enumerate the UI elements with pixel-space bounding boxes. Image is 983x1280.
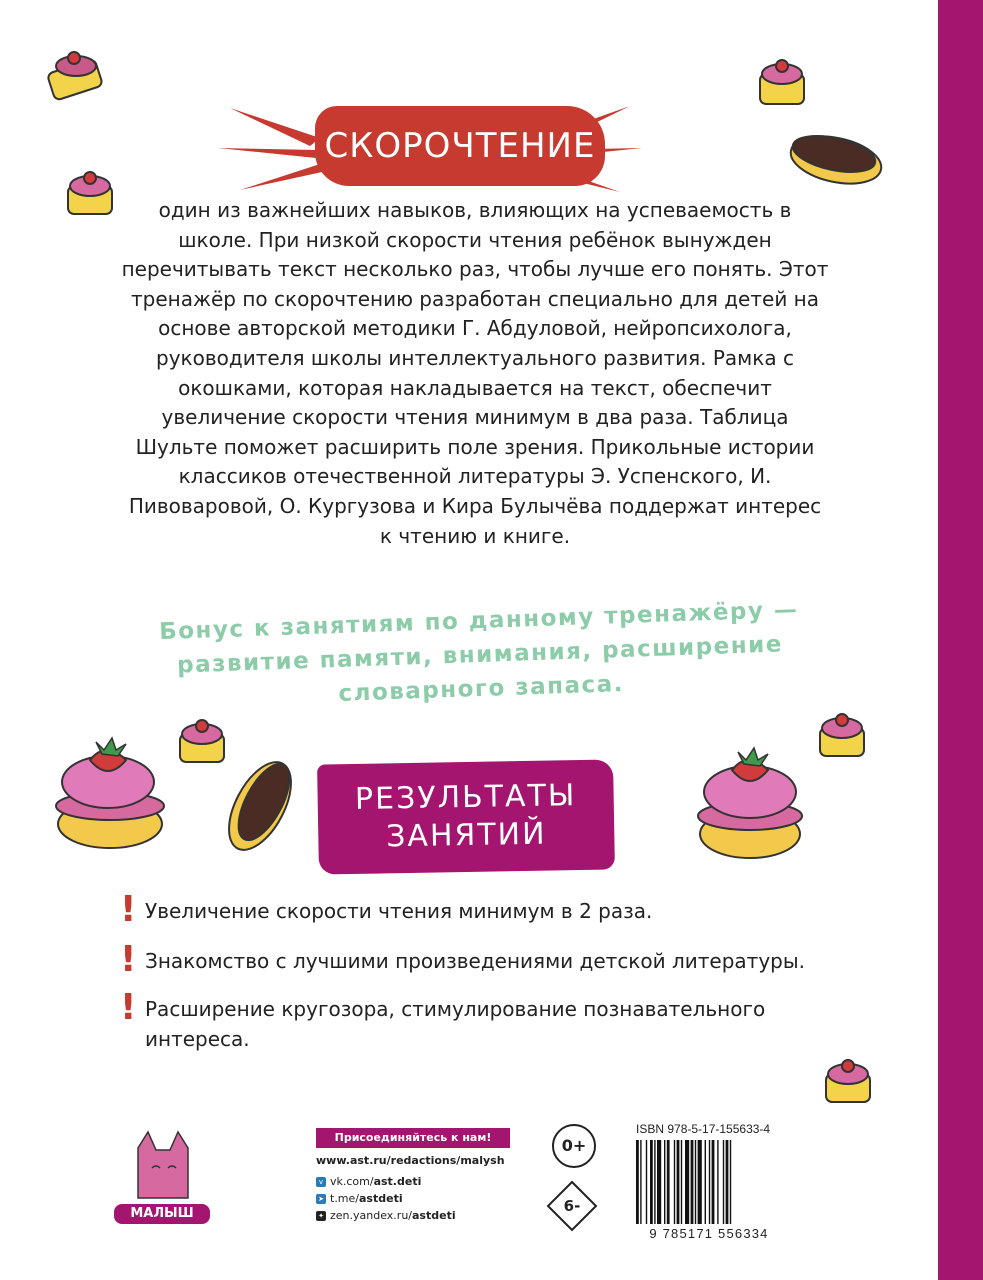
barcode-bar — [691, 1140, 694, 1224]
social-link-zen[interactable]: ✦ zen.yandex.ru/ astdeti — [316, 1209, 456, 1222]
barcode-bar — [685, 1140, 689, 1224]
spine-stripe — [938, 0, 983, 1280]
barcode-bar — [709, 1140, 710, 1224]
barcode-bar — [640, 1140, 641, 1224]
cake-icon — [820, 1050, 876, 1108]
barcode-bar — [664, 1140, 665, 1224]
social-link-vk[interactable]: v vk.com/ ast.deti — [316, 1175, 421, 1188]
eclair-icon — [222, 752, 300, 856]
result-item-text: Расширение кругозора, стимулирование познавательного интереса. — [145, 997, 766, 1051]
barcode-bar — [705, 1140, 706, 1224]
candy-wrapper — [315, 106, 605, 186]
cake-icon — [44, 44, 108, 106]
barcode-bar — [695, 1140, 696, 1224]
barcode-number: 9 785171 556334 — [649, 1226, 769, 1241]
barcode-bar — [677, 1140, 680, 1224]
zen-icon: ✦ — [316, 1211, 326, 1221]
results-title: РЕЗУЛЬТАТЫ ЗАНЯТИЙ — [354, 778, 577, 855]
barcode-bar — [698, 1140, 702, 1224]
barcode-bar — [730, 1140, 731, 1224]
intro-paragraph: один из важнейших навыков, влияющих на успеваемость в школе. При низкой скорости чтения ребёнок вынужден перечитывать текст несколько раз, чтобы лучше его понять. Этот тренажёр по скорочтению разработан специально для детей на основе авторской методики Г. Абдуловой, нейропсихолога, руководителя школы интеллектуального развития. Рамка с окошками, которая накладывается на текст, обеспечит увеличение скорости чтения минимум в два раза. Таблица Шульте поможет расширить поле зрения. Прикольные истории классиков отечественной литературы Э. Успенского, И. Пивоваровой, О. Кургузова и Кира Булычёва поддержат интерес к чтению и книге. — [121, 198, 829, 548]
barcode-bar — [667, 1140, 670, 1224]
eclair-icon — [786, 126, 886, 190]
join-us-label: Присоединяйтесь к нам! — [316, 1128, 510, 1148]
telegram-icon: ➤ — [316, 1194, 326, 1204]
vk-icon: v — [316, 1177, 326, 1187]
publisher-name: МАЛЫШ — [130, 1206, 194, 1221]
barcode-bar — [654, 1140, 655, 1224]
bonus-text: Бонус к занятиям по данному тренажёру — развитие памяти, внимания, расширение словарного запаса. — [158, 596, 799, 707]
isbn-text: ISBN 978-5-17-155633-4 — [636, 1122, 771, 1136]
strawberry-cake-icon — [46, 720, 176, 860]
social-link-telegram[interactable]: ➤ t.me/ astdeti — [316, 1192, 403, 1205]
exclamation-icon: ! — [120, 987, 137, 1028]
barcode-bar — [650, 1140, 653, 1224]
exclamation-icon: ! — [120, 939, 137, 980]
results-banner — [317, 759, 615, 874]
barcode — [634, 1140, 784, 1224]
barcode-bar — [717, 1140, 718, 1224]
site-link[interactable]: www.ast.ru/redactions/malysh — [316, 1154, 505, 1167]
barcode-bar — [657, 1140, 661, 1224]
barcode-bar — [646, 1140, 647, 1224]
result-item-text: Увеличение скорости чтения минимум в 2 раза. — [145, 899, 653, 923]
strawberry-cake-icon — [690, 730, 814, 870]
barcode-bar — [712, 1140, 715, 1224]
barcode-bar — [681, 1140, 682, 1224]
exclamation-icon: ! — [120, 889, 137, 930]
cake-icon — [62, 162, 120, 222]
candy-header — [210, 98, 650, 198]
page-title: СКОРОЧТЕНИЕ — [324, 126, 596, 166]
publisher-logo — [108, 1128, 216, 1228]
age-rating-badge: 0+ — [552, 1124, 596, 1168]
result-item-text: Знакомство с лучшими произведениями детской литературы. — [145, 949, 805, 973]
barcode-bar — [726, 1140, 729, 1224]
age-mark-label: 6- — [563, 1197, 581, 1215]
barcode-bar — [636, 1140, 639, 1224]
cake-icon — [752, 48, 812, 114]
barcode-bar — [674, 1140, 675, 1224]
cake-icon — [814, 704, 870, 762]
barcode-bar — [723, 1140, 724, 1224]
